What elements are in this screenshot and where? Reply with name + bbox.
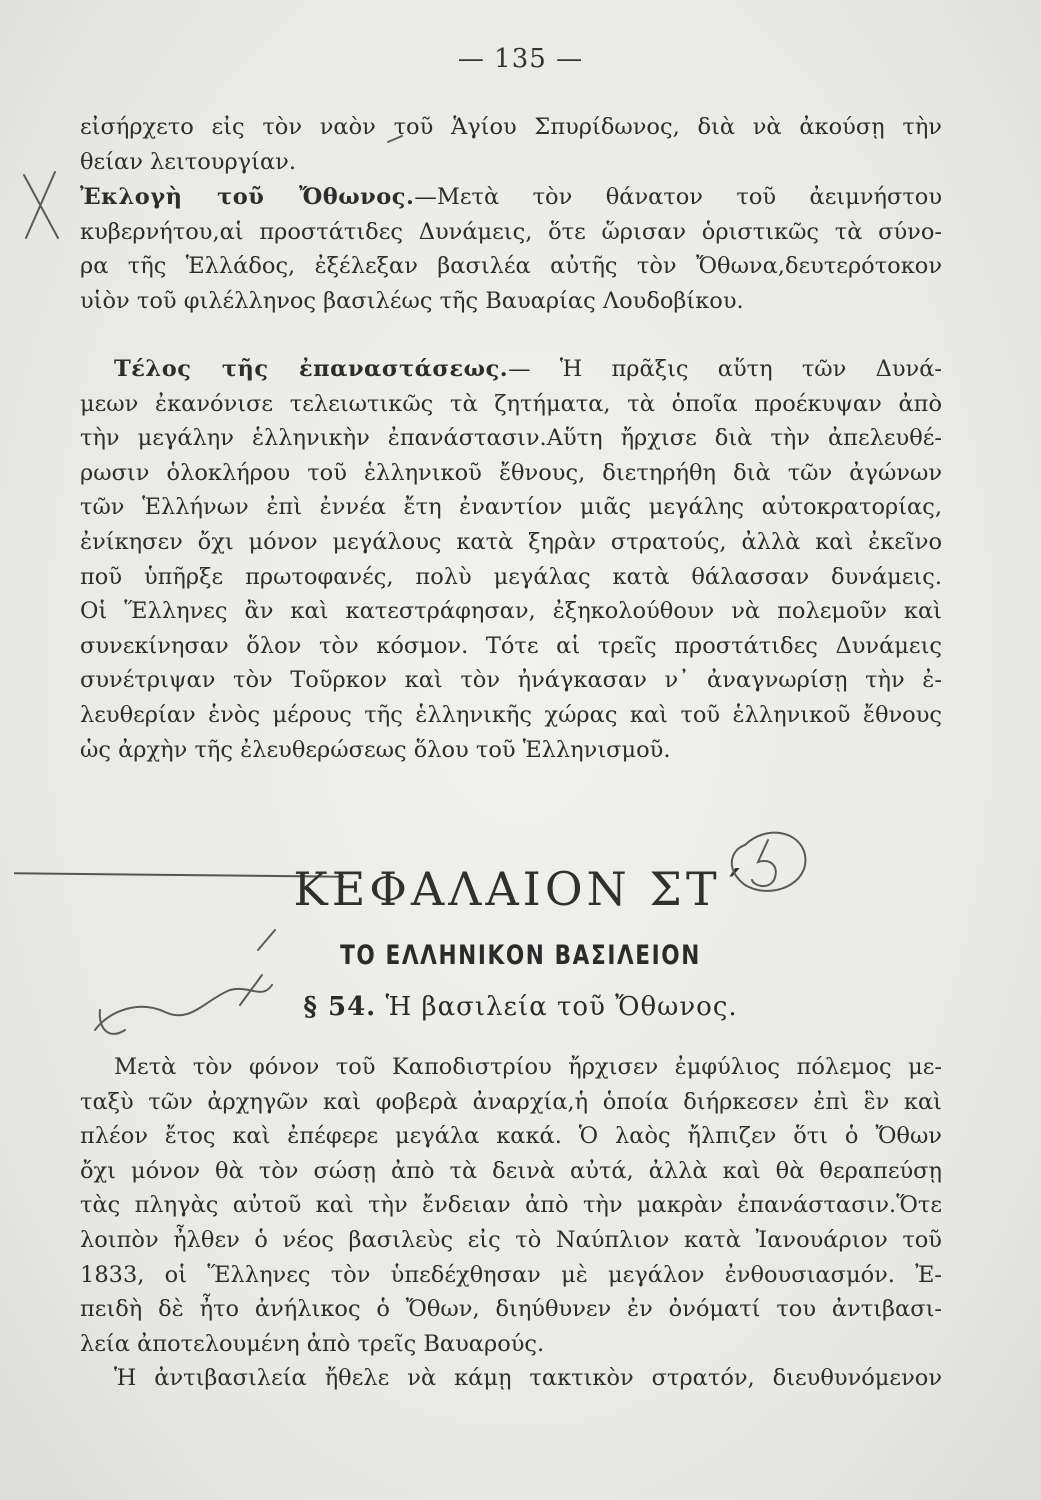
margin-x-stroke xyxy=(26,172,55,238)
text-line: ὄχι μόνον θὰ τὸν σώσῃ ἀπὸ τὰ δεινὰ αὐτά, ἀλλὰ καὶ θὰ θεραπεύσῃ xyxy=(80,1157,942,1184)
page-number: — 135 — xyxy=(457,44,584,74)
text-line: κυβερνήτου,αἱ προστάτιδες Δυνάμεις, ὅτε ὥρισαν ὁριστικῶς τὰ σύνο- xyxy=(80,218,942,245)
paragraph-continuation xyxy=(80,110,942,179)
text-line: ρωσιν ὁλοκλήρου τοῦ ἑλληνικοῦ ἔθνους, διετηρήθη διὰ τῶν ἀγώνων xyxy=(80,459,942,486)
text-fragment: — Ἡ πρᾶξις αὕτη τῶν Δυνά- xyxy=(508,356,942,382)
text-line: μεων ἐκανόνισε τελειωτικῶς τὰ ζητήματα, τὰ ὁποῖα προέκυψαν ἀπὸ xyxy=(80,390,942,417)
text-line: ἐνίκησεν ὄχι μόνον μεγάλους κατὰ ξηρὰν στρατούς, ἀλλὰ καὶ ἐκεῖνο xyxy=(80,528,942,555)
text-line: συνέτριψαν τὸν Τοῦρκον καὶ τὸν ἠνάγκασαν ν᾽ ἀναγνωρίσῃ τὴν ἐ- xyxy=(80,667,942,694)
text-line: λοιπὸν ἦλθεν ὁ νέος βασιλεὺς εἰς τὸ Ναύπλιον κατὰ Ἰανουάριον τοῦ xyxy=(80,1226,942,1253)
text-line: εἰσήρχετο εἰς τὸν ναὸν τοῦ Ἁγίου Σπυρίδωνος, διὰ νὰ ἀκούσῃ τὴν xyxy=(80,114,942,140)
text-line: λευθερίαν ἑνὸς μέρους τῆς ἑλληνικῆς χώρας καὶ τοῦ ἑλληνικοῦ ἔθνους xyxy=(80,701,942,728)
section-heading: ΤΟ ΕΛΛΗΝΙΚΟΝ ΒΑΣΙΛΕΙΟΝ xyxy=(340,940,701,971)
paragraph-heading: Ἐκλογὴ τοῦ Ὄθωνος. xyxy=(80,184,415,210)
subsection-number: § 54. xyxy=(303,992,377,1022)
text-line: Οἱ Ἕλληνες ἂν καὶ κατεστράφησαν, ἐξηκολούθουν νὰ πολεμοῦν καὶ xyxy=(80,598,942,625)
text-line: ποῦ ὑπῆρξε πρωτοφανές, πολὺ μεγάλας κατὰ θάλασσαν δυνάμεις. xyxy=(80,563,942,590)
text-line xyxy=(80,352,942,387)
text-line: Ἡ ἀντιβασιλεία ἤθελε νὰ κάμῃ τακτικὸν στρατόν, διευθυνόμενον xyxy=(114,1365,942,1392)
subsection-title: Ἡ βασιλεία τοῦ Ὄθωνος. xyxy=(385,992,738,1022)
text-line xyxy=(80,180,942,215)
paragraph-otto-reign xyxy=(80,1050,942,1396)
text-line: Μετὰ τὸν φόνον τοῦ Καποδιστρίου ἤρχισεν ἐμφύλιος πόλεμος με- xyxy=(114,1054,942,1080)
text-line: θείαν λειτουργίαν. xyxy=(80,148,296,175)
text-fragment: —Μετὰ τὸν θάνατον τοῦ ἀειμνήστου xyxy=(414,184,942,210)
text-line: τὴν μεγάλην ἑλληνικὴν ἐπανάστασιν.Αὕτη ἤρχισε διὰ τὴν ἀπελευθέ- xyxy=(80,425,942,452)
paragraph-heading: Τέλος τῆς ἐπαναστάσεως. xyxy=(114,356,509,382)
paragraph-end-of-revolution xyxy=(80,352,942,767)
text-line: συνεκίνησαν ὅλον τὸν κόσμον. Τότε αἱ τρεῖς προστάτιδες Δυνάμεις xyxy=(80,632,942,659)
subsection-heading xyxy=(0,992,1041,1022)
text-line: ὡς ἀρχὴν τῆς ἐλευθερώσεως ὅλου τοῦ Ἑλληνισμοῦ. xyxy=(80,736,671,763)
margin-x-stroke xyxy=(24,175,58,238)
text-line: λεία ἀποτελουμένη ἀπὸ τρεῖς Βαυαρούς. xyxy=(80,1330,545,1357)
text-line: ρα τῆς Ἑλλάδος, ἐξέλεξαν βασιλέα αὐτῆς τὸν Ὄθωνα,δευτερότοκον xyxy=(80,253,942,280)
text-line: υἱὸν τοῦ φιλέλληνος βασιλέως τῆς Βαυαρίας Λουδοβίκου. xyxy=(80,287,744,314)
text-line: ταξὺ τῶν ἀρχηγῶν καὶ φοβερὰ ἀναρχία,ἡ ὁποία διήρκεσεν ἐπὶ ἓν καὶ xyxy=(80,1088,942,1115)
text-line: πειδὴ δὲ ἦτο ἀνήλικος ὁ Ὄθων, διηύθυνεν ἐν ὀνόματί του ἀντιβασι- xyxy=(80,1296,942,1323)
text-line: τὰς πληγὰς αὐτοῦ καὶ τὴν ἔνδειαν ἀπὸ τὴν μακρὰν ἐπανάστασιν.Ὅτε xyxy=(80,1192,942,1219)
paragraph-otto-election xyxy=(80,180,942,318)
chapter-title: ΚΕΦΑΛΑΙΟΝ ΣΤ΄ xyxy=(293,862,748,916)
text-line: τῶν Ἑλλήνων ἐπὶ ἐννέα ἔτη ἐναντίον μιᾶς μεγάλης αὐτοκρατορίας, xyxy=(80,494,942,521)
text-line: πλέον ἔτος καὶ ἐπέφερε μεγάλα κακά. Ὁ λαὸς ἤλπιζεν ὅτι ὁ Ὄθων xyxy=(80,1123,942,1150)
text-line: 1833, οἱ Ἕλληνες τὸν ὑπεδέχθησαν μὲ μεγάλον ἐνθουσιασμόν. Ἐ- xyxy=(80,1261,942,1288)
